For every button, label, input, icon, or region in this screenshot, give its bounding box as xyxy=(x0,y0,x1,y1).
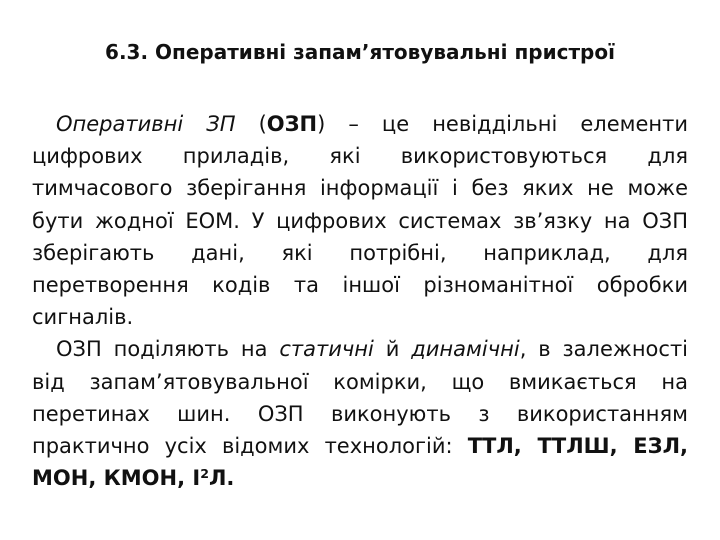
term-static: статичні xyxy=(279,337,374,362)
paragraph-1-text: ) – це невіддільні елементи цифрових приладів, які використовуються для тимчасового зберігання інформації і без яких не може бути жодної ЕОМ. У цифрових системах зв’язку на ОЗП зберігають дані, які потрібні, наприклад, для перетворення кодів та іншої різноманітної обробки сигналів. xyxy=(32,112,688,330)
term-dynamic: динамічні xyxy=(411,337,520,362)
abbr-ozp: ОЗП xyxy=(266,112,318,136)
slide-body xyxy=(32,108,688,494)
paragraph-2-text-1: ОЗП поділяють на xyxy=(56,337,280,362)
paragraph-1 xyxy=(32,108,688,333)
term-operative-memory: Оперативні ЗП xyxy=(56,112,236,136)
paragraph-2 xyxy=(32,333,688,494)
technology-superscript: 2 xyxy=(200,466,209,482)
open-paren: ( xyxy=(235,112,267,136)
slide-title: 6.3. Оперативні запам’ятовувальні пристрої xyxy=(105,40,615,64)
paragraph-2-text-2: й xyxy=(373,337,412,362)
paragraph-2-text-3: , в залежності від запам’ятовувальної комірки, що вмикається на перетинах шин. ОЗП виконують з використанням практично усіх відомих технологій: xyxy=(32,337,689,459)
technology-list-main: ТТЛ, ТТЛШ, ЕЗЛ, МОН, КМОН, І xyxy=(32,434,688,491)
technology-list-tail: Л. xyxy=(208,466,235,491)
